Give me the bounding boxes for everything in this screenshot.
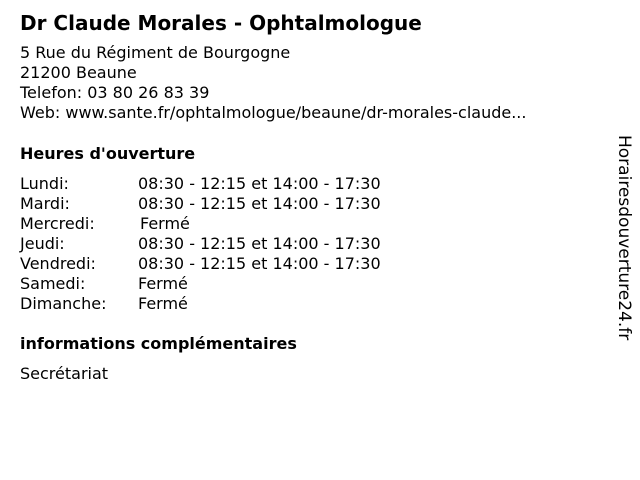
opening-hours-list xyxy=(20,174,381,314)
hours-row-thursday xyxy=(20,234,381,254)
hours-row-wednesday xyxy=(20,214,381,234)
day-label: Dimanche: xyxy=(20,294,107,313)
phone-number[interactable]: Telefon: 03 80 26 83 39 xyxy=(20,83,210,102)
day-hours: 08:30 - 12:15 et 14:00 - 17:30 xyxy=(138,254,381,273)
contact-info xyxy=(20,43,526,123)
day-hours: Fermé xyxy=(138,294,188,313)
day-hours: Fermé xyxy=(138,274,188,293)
day-hours: 08:30 - 12:15 et 14:00 - 17:30 xyxy=(138,174,381,193)
day-hours: 08:30 - 12:15 et 14:00 - 17:30 xyxy=(138,234,381,253)
hours-row-saturday xyxy=(20,274,381,294)
additional-info-text: Secrétariat xyxy=(20,364,109,383)
day-label: Vendredi: xyxy=(20,254,96,273)
hours-row-friday xyxy=(20,254,381,274)
day-label: Mercredi: xyxy=(20,214,95,233)
day-label: Lundi: xyxy=(20,174,69,193)
day-hours: 08:30 - 12:15 et 14:00 - 17:30 xyxy=(138,194,381,213)
brand-watermark: Horairesdouverture24.fr xyxy=(614,135,634,341)
day-label: Jeudi: xyxy=(20,234,65,253)
hours-row-tuesday xyxy=(20,194,381,214)
page-title: Dr Claude Morales - Ophtalmologue xyxy=(20,11,422,35)
hours-row-monday xyxy=(20,174,381,194)
additional-info-heading: informations complémentaires xyxy=(20,334,297,353)
hours-row-sunday xyxy=(20,294,381,314)
day-label: Mardi: xyxy=(20,194,70,213)
opening-hours-heading: Heures d'ouverture xyxy=(20,144,196,163)
website-link[interactable]: Web: www.sante.fr/ophtalmologue/beaune/dr-morales-claude... xyxy=(20,103,527,122)
address-city: 21200 Beaune xyxy=(20,63,137,82)
day-hours: Fermé xyxy=(140,214,190,233)
day-label: Samedi: xyxy=(20,274,86,293)
address-street: 5 Rue du Régiment de Bourgogne xyxy=(20,43,291,62)
